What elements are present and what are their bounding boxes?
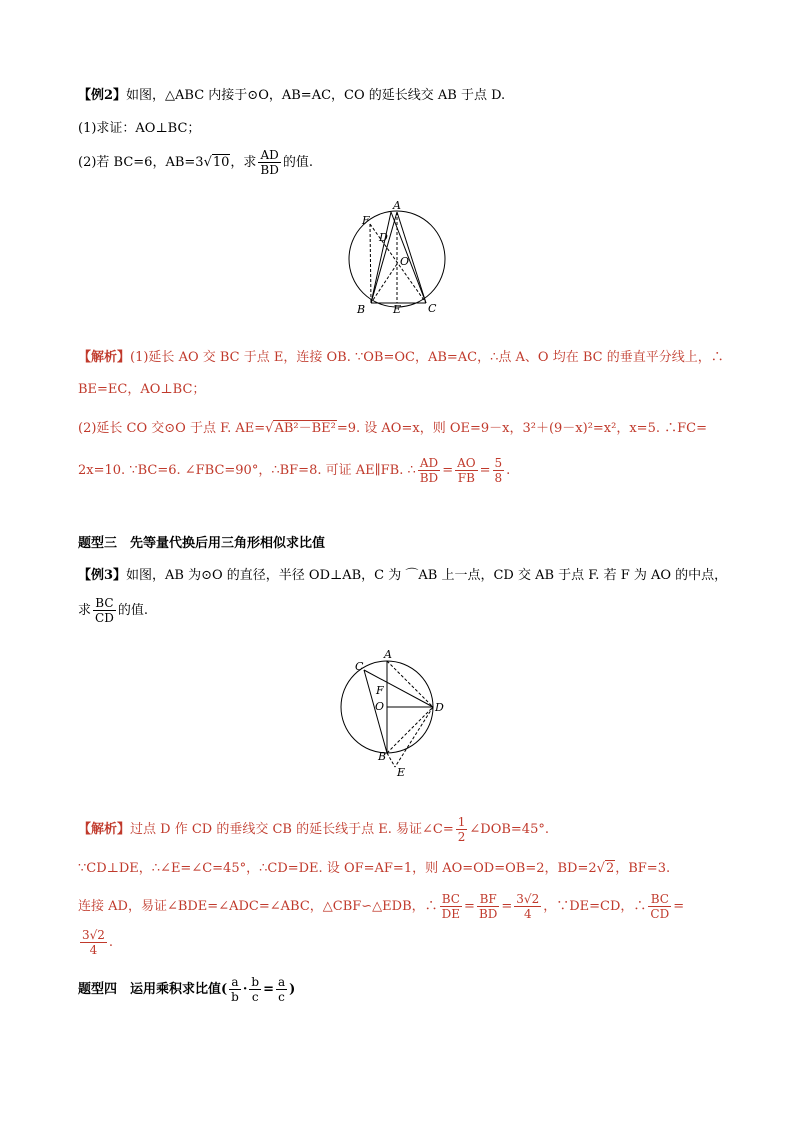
- answer-3-line-3: 连接 AD，易证∠BDE=∠ADC=∠ABC，△CBF∽△EDB，∴ $\frac{BC}{DE}$ = $\frac{BF}{BD}$ = $\frac{3√2}{4}$ ，∵DE=CD，∴ $\frac{BC}{CD}$ =: [78, 892, 685, 921]
- label-E: E: [393, 303, 402, 316]
- answer-3-l3-mid: ，∵DE=CD，∴: [543, 899, 647, 914]
- label-C: C: [355, 660, 364, 673]
- frac-den: BD: [478, 907, 498, 921]
- section-4-title: 题型四 运用乘积求比值( $\frac{a}{b}$ · $\frac{b}{c}$ = $\frac{a}{c}$ ): [78, 975, 296, 1004]
- sqrt-icon: √AB²－BE²: [265, 421, 336, 436]
- fraction-a-c: [276, 975, 287, 1004]
- example-3-line-2: [78, 596, 148, 625]
- frac-num: AO: [457, 456, 476, 470]
- answer-2-line-1: [78, 346, 724, 365]
- fraction-ad-bd: [418, 456, 440, 485]
- answer-2-l4-pre: 2x=10. ∵BC=6. ∠FBC=90°，∴BF=8. 可证 AE∥FB. ∴: [78, 463, 416, 478]
- example-3-tag: 【例3】: [78, 568, 127, 583]
- answer-3-l1-post: ∠DOB=45°.: [469, 822, 549, 837]
- example-3-text: 如图，AB 为⊙O 的直径，半径 OD⊥AB，C 为 ⌒AB 上一点，CD 交 AB 于点 F. 若 F 为 AO 的中点，: [126, 568, 728, 583]
- label-A: A: [393, 199, 401, 212]
- q2-den: BD: [260, 163, 279, 177]
- frac-num: b: [251, 975, 260, 989]
- frac-den: 4: [523, 907, 532, 921]
- period: .: [506, 463, 511, 478]
- frac-den: 8: [494, 471, 503, 485]
- answer-3-tag: 【解析】: [78, 822, 131, 837]
- answer-3-line-1: [78, 815, 549, 844]
- answer-2-tag: 【解析】: [78, 350, 131, 365]
- frac-den: b: [231, 990, 239, 1004]
- frac-num: 5: [494, 456, 503, 470]
- example-2-text: 如图，△ABC 内接于⊙O，AB=AC，CO 的延长线交 AB 于点 D.: [126, 88, 506, 103]
- frac-num: AD: [418, 456, 440, 471]
- frac-num: BF: [477, 892, 499, 907]
- answer-3-l2-pre: ∵CD⊥DE，∴∠E=∠C=45°，∴CD=DE. 设 OF=AF=1，则 AO=OD=OB=2，BD=2: [78, 861, 597, 876]
- dot: ·: [242, 982, 248, 997]
- answer-2-line-4: [78, 456, 510, 485]
- label-O: O: [375, 700, 385, 713]
- label-F: F: [376, 684, 384, 697]
- frac-num: a: [277, 975, 286, 989]
- example-2-q2: [78, 148, 313, 177]
- fraction-bc-cd: [648, 892, 671, 921]
- q2-num: AD: [258, 148, 280, 163]
- example-2-q1: (1)求证：AO⊥BC；: [78, 121, 201, 136]
- answer-3-l3-pre: 连接 AD，易证∠BDE=∠ADC=∠ABC，△CBF∽△EDB，∴: [78, 899, 438, 914]
- period: .: [108, 935, 114, 950]
- q2-pre: (2)若 BC=6，AB=3: [78, 155, 204, 170]
- frac-num: BC: [93, 596, 116, 611]
- equals: =: [479, 463, 491, 478]
- answer-3-line-2: [78, 857, 670, 876]
- answer-3-l2-sqrt: 2: [605, 861, 615, 876]
- answer-2-line-2: BE=EC，AO⊥BC；: [78, 382, 206, 397]
- frac-den: CD: [95, 611, 114, 625]
- fraction-bc-de: [440, 892, 462, 921]
- fraction-5-8: [493, 456, 505, 485]
- frac-num: 1: [457, 815, 466, 829]
- frac-den: c: [278, 990, 285, 1004]
- frac-num: a: [229, 975, 241, 990]
- answer-2-l3-post: =9. 设 AO=x，则 OE=9－x，3²＋(9－x)²=x²，x=5. ∴FC=: [336, 421, 707, 436]
- fraction-1-2: [456, 815, 468, 844]
- label-C: C: [428, 302, 437, 315]
- answer-2-line-3: [78, 417, 707, 436]
- fraction-3sqrt2-4: [514, 892, 541, 921]
- frac-num: 3√2: [516, 892, 540, 906]
- answer-2-l3-sqrt: AB²－BE²: [274, 421, 336, 436]
- example-3-l2-post: 的值.: [117, 603, 148, 618]
- frac-den: 2: [457, 830, 466, 844]
- section-4-title-end: ): [289, 982, 296, 997]
- example-3-l2-pre: 求: [78, 603, 92, 618]
- q2-mid: ，求: [230, 155, 257, 170]
- frac-num: BC: [440, 892, 462, 907]
- section-3-title: 题型三 先等量代换后用三角形相似求比值: [78, 536, 326, 551]
- label-B: B: [378, 750, 387, 763]
- answer-3-line-4: [78, 928, 113, 957]
- label-E: E: [397, 766, 406, 779]
- sqrt-icon: √10: [203, 155, 230, 170]
- label-D: D: [379, 231, 388, 244]
- frac-den: 4: [89, 943, 98, 957]
- q2-post: 的值.: [282, 155, 314, 170]
- fraction-a-b: [229, 975, 241, 1004]
- figure-example-3: [340, 642, 454, 780]
- example-2-statement: [78, 84, 505, 103]
- fraction-bf-bd: [477, 892, 499, 921]
- label-F: F: [362, 214, 370, 227]
- frac-den: FB: [457, 471, 475, 485]
- fraction-ao-fb: [455, 456, 478, 485]
- sqrt-icon: √2: [596, 861, 615, 876]
- q2-fraction: [258, 148, 280, 177]
- section-4-title-pre: 题型四 运用乘积求比值(: [78, 982, 228, 997]
- q2-sqrt-value: 10: [212, 155, 230, 170]
- answer-3-l2-post: ，BF=3.: [615, 861, 671, 876]
- figure-example-2: [340, 196, 454, 320]
- frac-num: 3√2: [82, 928, 105, 942]
- frac-den: DE: [441, 907, 461, 921]
- frac-den: BD: [419, 471, 439, 485]
- frac-den: CD: [650, 907, 670, 921]
- frac-num: BC: [648, 892, 671, 907]
- answer-3-l1-pre: 过点 D 作 CD 的垂线交 CB 的延长线于点 E. 易证∠C=: [130, 822, 454, 837]
- label-B: B: [357, 303, 366, 316]
- fraction-b-c: [249, 975, 261, 1004]
- label-A: A: [384, 648, 392, 661]
- frac-den: c: [251, 990, 259, 1004]
- example-2-tag: 【例2】: [78, 88, 127, 103]
- fraction-3sqrt2-4: [80, 928, 107, 957]
- answer-2-text-1: (1)延长 AO 交 BC 于点 E，连接 OB. ∵OB=OC，AB=AC，∴点 A、O 均在 BC 的垂直平分线上，∴: [130, 350, 724, 365]
- equals: =: [442, 463, 454, 478]
- fraction-bc-cd: [93, 596, 116, 625]
- label-O: O: [400, 255, 410, 268]
- example-3-statement: [78, 564, 727, 583]
- answer-2-l3-pre: (2)延长 CO 交⊙O 于点 F. AE=: [78, 421, 266, 436]
- label-D: D: [435, 701, 444, 714]
